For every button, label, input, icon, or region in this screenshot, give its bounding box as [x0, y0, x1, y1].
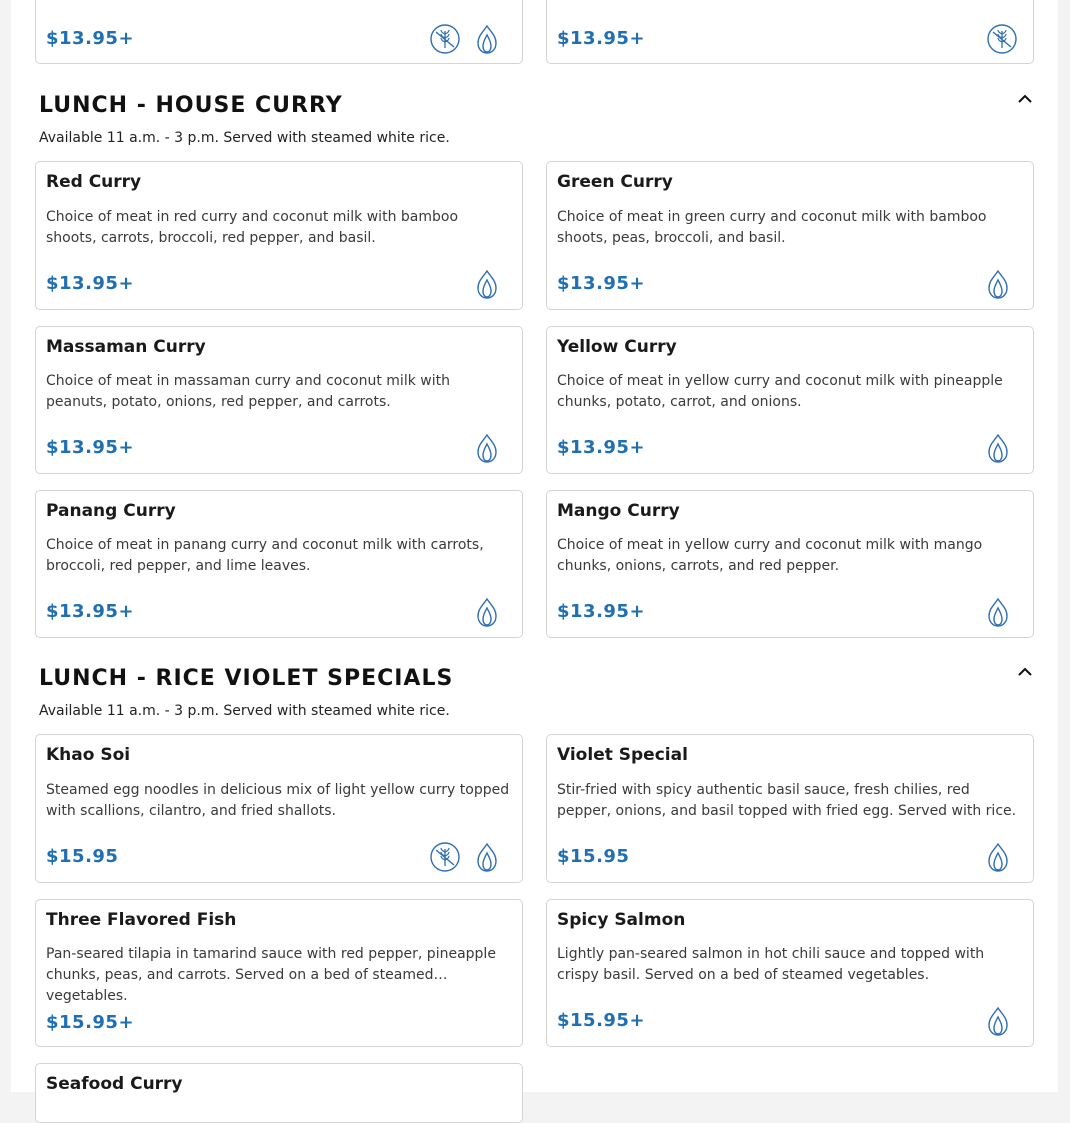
item-name: Seafood Curry	[46, 1074, 183, 1094]
menu-item-card[interactable]	[35, 734, 523, 883]
item-name: Violet Special	[557, 745, 688, 765]
item-price: $15.95	[557, 846, 630, 867]
menu-item-card[interactable]	[546, 326, 1034, 474]
menu-item-card[interactable]	[35, 899, 523, 1047]
menu-item-card[interactable]	[35, 326, 523, 474]
item-name: Red Curry	[46, 172, 142, 192]
spicy-icon	[982, 841, 1014, 873]
item-description: Stir-fried with spicy authentic basil sauce, fresh chilies, red pepper, onions, and basil topped with fried egg. Served with rice.	[557, 782, 1017, 819]
item-price: $13.95+	[557, 28, 646, 49]
menu-item-card[interactable]	[35, 490, 523, 638]
item-price: $13.95+	[557, 437, 646, 458]
menu-item-card[interactable]	[35, 161, 523, 310]
spicy-icon	[982, 268, 1014, 300]
item-description: Choice of meat in massaman curry and coconut milk with peanuts, potato, onions, red pepper, and carrots.	[46, 373, 450, 410]
item-description: Choice of meat in green curry and coconut milk with bamboo shoots, peas, broccoli, and basil.	[557, 209, 987, 246]
menu-item-card[interactable]	[546, 734, 1034, 883]
section-subtitle: Available 11 a.m. - 3 p.m. Served with steamed white rice.	[39, 703, 450, 719]
menu-item-card[interactable]	[546, 899, 1034, 1047]
spicy-icon	[982, 596, 1014, 628]
item-description: Choice of meat in yellow curry and coconut milk with mango chunks, onions, carrots, and red pepper.	[557, 537, 983, 574]
item-description: Lightly pan-seared salmon in hot chili sauce and topped with crispy basil. Served on a bed of steamed vegetables.	[557, 946, 985, 983]
spicy-icon	[982, 1005, 1014, 1037]
menu-item-card[interactable]	[546, 0, 1034, 64]
item-name: Spicy Salmon	[557, 910, 686, 930]
spicy-icon	[471, 23, 503, 55]
item-description: Choice of meat in yellow curry and coconut milk with pineapple chunks, potato, carrot, and onions.	[557, 373, 1003, 410]
gluten-free-icon	[429, 841, 461, 873]
item-price: $13.95+	[46, 437, 135, 458]
spicy-icon	[471, 596, 503, 628]
item-name: Three Flavored Fish	[46, 910, 237, 930]
chevron-up-icon[interactable]	[1016, 90, 1034, 108]
gluten-free-icon	[429, 23, 461, 55]
menu-item-card[interactable]	[35, 1063, 523, 1123]
item-price: $13.95+	[557, 601, 646, 622]
spicy-icon	[471, 841, 503, 873]
section-subtitle: Available 11 a.m. - 3 p.m. Served with steamed white rice.	[39, 130, 450, 146]
item-price: $15.95+	[46, 1012, 135, 1033]
section-title: LUNCH - HOUSE CURRY	[39, 93, 343, 118]
item-price: $15.95	[46, 846, 119, 867]
spicy-icon	[471, 432, 503, 464]
item-name: Panang Curry	[46, 501, 176, 521]
item-name: Massaman Curry	[46, 337, 206, 357]
gluten-free-icon	[986, 23, 1018, 55]
chevron-up-icon[interactable]	[1016, 663, 1034, 681]
item-description: Choice of meat in red curry and coconut milk with bamboo shoots, carrots, broccoli, red pepper, and basil.	[46, 209, 459, 246]
item-name: Green Curry	[557, 172, 673, 192]
spicy-icon	[471, 268, 503, 300]
item-description: Choice of meat in panang curry and coconut milk with carrots, broccoli, red pepper, and lime leaves.	[46, 537, 484, 574]
menu-item-card[interactable]	[546, 161, 1034, 310]
item-name: Yellow Curry	[557, 337, 677, 357]
menu-page	[11, 0, 1058, 1092]
item-name: Mango Curry	[557, 501, 680, 521]
item-description: Pan-seared tilapia in tamarind sauce with red pepper, pineapple chunks, peas, and carrots. Served on a bed of steamed vegetables.	[46, 946, 496, 1004]
menu-item-card[interactable]	[546, 490, 1034, 638]
item-price: $13.95+	[557, 273, 646, 294]
section-title: LUNCH - RICE VIOLET SPECIALS	[39, 666, 454, 691]
item-price: $13.95+	[46, 601, 135, 622]
spicy-icon	[982, 432, 1014, 464]
item-price: $15.95+	[557, 1010, 646, 1031]
item-price: $13.95+	[46, 273, 135, 294]
item-price: $13.95+	[46, 28, 135, 49]
menu-item-card[interactable]	[35, 0, 523, 64]
item-description: Steamed egg noodles in delicious mix of light yellow curry topped with scallions, cilantro, and fried shallots.	[46, 782, 510, 819]
item-name: Khao Soi	[46, 745, 131, 765]
